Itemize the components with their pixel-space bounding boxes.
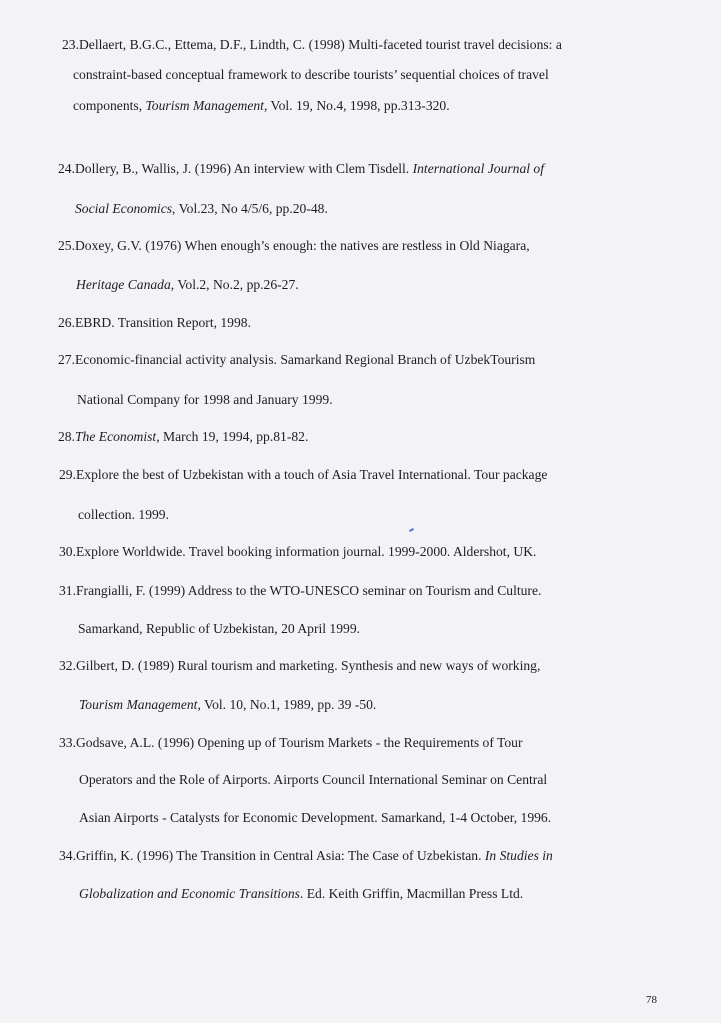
text-segment: collection. 1999. [78, 507, 169, 522]
reference-line [58, 238, 530, 254]
text-segment: , Vol.2, No.2, pp.26-27. [170, 277, 299, 292]
italic-text: Social Economics [75, 201, 173, 216]
pen-mark [409, 528, 414, 532]
text-segment: Samarkand, Republic of Uzbekistan, 20 April 1999. [78, 621, 361, 636]
text-segment: 34.Griffin, K. (1996) The Transition in Central Asia: The Case of Uzbekistan. [59, 848, 485, 863]
reference-line [73, 67, 549, 83]
text-segment: , March 19, 1994, pp.81-82. [156, 429, 309, 444]
reference-line [76, 277, 299, 293]
text-segment: , Vol. 19, No.4, 1998, pp.313-320. [263, 98, 450, 113]
text-segment: components, [73, 98, 146, 113]
text-segment: 24.Dollery, B., Wallis, J. (1996) An interview with Clem Tisdell. [58, 161, 413, 176]
reference-line [79, 886, 523, 902]
reference-line [79, 810, 551, 826]
reference-line [79, 697, 376, 713]
italic-text: Heritage Canada [76, 277, 171, 292]
reference-line [59, 583, 541, 599]
reference-line [62, 37, 562, 53]
reference-line [78, 621, 360, 637]
text-segment: National Company for 1998 and January 1999. [77, 392, 333, 407]
text-segment: 27.Economic-financial activity analysis. Samarkand Regional Branch of UzbekTourism [58, 352, 536, 367]
italic-text: Tourism Management [145, 98, 264, 113]
text-segment: , Vol. 10, No.1, 1989, pp. 39 -50. [197, 697, 377, 712]
reference-line [58, 161, 544, 177]
text-segment: 30.Explore Worldwide. Travel booking information journal. 1999-2000. Aldershot, UK. [59, 544, 537, 559]
text-segment: constraint-based conceptual framework to describe tourists’ sequential choices of travel [73, 67, 549, 82]
reference-line [58, 429, 308, 445]
reference-line [75, 201, 328, 217]
reference-line [59, 735, 522, 751]
reference-line [59, 658, 540, 674]
reference-line [59, 848, 553, 864]
text-segment: 29.Explore the best of Uzbekistan with a touch of Asia Travel International. Tour package [59, 467, 548, 482]
text-segment: . Ed. Keith Griffin, Macmillan Press Ltd. [299, 886, 524, 901]
reference-line [58, 352, 535, 368]
italic-text: The Economist [75, 429, 157, 444]
reference-line [78, 507, 169, 523]
reference-line [59, 467, 547, 483]
text-segment: 28. [58, 429, 75, 444]
text-segment: 26.EBRD. Transition Report, 1998. [58, 315, 251, 330]
italic-text: Tourism Management [79, 697, 198, 712]
text-segment: 31.Frangialli, F. (1999) Address to the WTO-UNESCO seminar on Tourism and Culture. [59, 583, 542, 598]
italic-text: International Journal of [412, 161, 545, 176]
page-number: 78 [646, 994, 657, 1006]
text-segment: 25.Doxey, G.V. (1976) When enough’s enough: the natives are restless in Old Niagara, [58, 238, 530, 253]
text-segment: Asian Airports - Catalysts for Economic Development. Samarkand, 1-4 October, 1996. [79, 810, 552, 825]
text-segment: 32.Gilbert, D. (1989) Rural tourism and marketing. Synthesis and new ways of working, [59, 658, 541, 673]
text-segment: 23.Dellaert, B.G.C., Ettema, D.F., Lindth, C. (1998) Multi-faceted tourist travel decisions: a [62, 37, 562, 52]
reference-line [58, 315, 251, 331]
reference-line [77, 392, 333, 408]
italic-text: In Studies in [484, 848, 553, 863]
reference-line [73, 98, 450, 114]
reference-line [79, 772, 547, 788]
text-segment: , Vol.23, No 4/5/6, pp.20-48. [172, 201, 328, 216]
reference-line [59, 544, 536, 560]
text-segment: 33.Godsave, A.L. (1996) Opening up of Tourism Markets - the Requirements of Tour [59, 735, 523, 750]
text-segment: Operators and the Role of Airports. Airports Council International Seminar on Central [79, 772, 548, 787]
italic-text: Globalization and Economic Transitions [79, 886, 300, 901]
